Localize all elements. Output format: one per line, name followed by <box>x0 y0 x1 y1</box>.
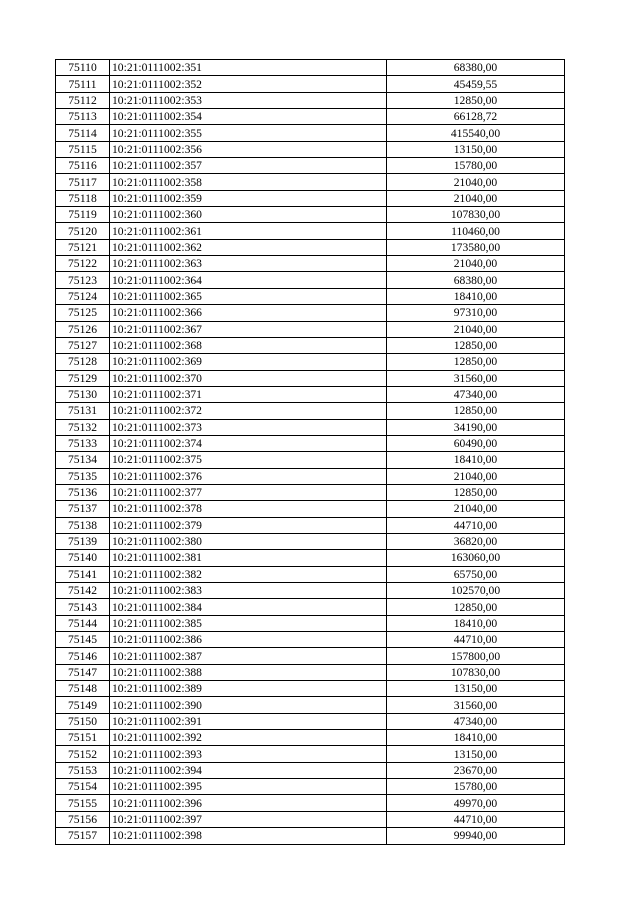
cadastral-number: 10:21:0111002:365 <box>110 288 387 304</box>
cadastral-number: 10:21:0111002:396 <box>110 795 387 811</box>
amount-value: 21040,00 <box>387 256 565 272</box>
row-number: 75152 <box>56 746 110 762</box>
cadastral-number: 10:21:0111002:397 <box>110 811 387 827</box>
table-row <box>56 305 565 321</box>
table-row <box>56 566 565 582</box>
amount-value: 36820,00 <box>387 533 565 549</box>
cadastral-number: 10:21:0111002:391 <box>110 713 387 729</box>
table-row <box>56 550 565 566</box>
amount-value: 21040,00 <box>387 501 565 517</box>
row-number: 75145 <box>56 632 110 648</box>
row-number: 75128 <box>56 354 110 370</box>
table-row <box>56 158 565 174</box>
row-number: 75119 <box>56 207 110 223</box>
row-number: 75131 <box>56 403 110 419</box>
cadastral-number: 10:21:0111002:381 <box>110 550 387 566</box>
cadastral-number: 10:21:0111002:388 <box>110 664 387 680</box>
table-row <box>56 664 565 680</box>
amount-value: 99940,00 <box>387 828 565 844</box>
table-row <box>56 435 565 451</box>
row-number: 75137 <box>56 501 110 517</box>
cadastral-number: 10:21:0111002:398 <box>110 828 387 844</box>
cadastral-number: 10:21:0111002:370 <box>110 370 387 386</box>
cadastral-number: 10:21:0111002:389 <box>110 681 387 697</box>
amount-value: 21040,00 <box>387 321 565 337</box>
amount-value: 65750,00 <box>387 566 565 582</box>
row-number: 75142 <box>56 583 110 599</box>
row-number: 75110 <box>56 60 110 76</box>
amount-value: 21040,00 <box>387 174 565 190</box>
amount-value: 13150,00 <box>387 141 565 157</box>
amount-value: 47340,00 <box>387 386 565 402</box>
amount-value: 12850,00 <box>387 403 565 419</box>
cadastral-number: 10:21:0111002:368 <box>110 337 387 353</box>
table-row <box>56 697 565 713</box>
row-number: 75123 <box>56 272 110 288</box>
table-row <box>56 681 565 697</box>
row-number: 75130 <box>56 386 110 402</box>
amount-value: 31560,00 <box>387 370 565 386</box>
row-number: 75154 <box>56 779 110 795</box>
row-number: 75157 <box>56 828 110 844</box>
amount-value: 18410,00 <box>387 452 565 468</box>
table-row <box>56 632 565 648</box>
cadastral-number: 10:21:0111002:359 <box>110 190 387 206</box>
cadastral-number: 10:21:0111002:364 <box>110 272 387 288</box>
amount-value: 66128,72 <box>387 109 565 125</box>
cadastral-number: 10:21:0111002:375 <box>110 452 387 468</box>
row-number: 75124 <box>56 288 110 304</box>
amount-value: 21040,00 <box>387 468 565 484</box>
cadastral-number: 10:21:0111002:369 <box>110 354 387 370</box>
amount-value: 12850,00 <box>387 337 565 353</box>
amount-value: 107830,00 <box>387 207 565 223</box>
cadastral-number: 10:21:0111002:351 <box>110 60 387 76</box>
cadastral-number: 10:21:0111002:379 <box>110 517 387 533</box>
row-number: 75156 <box>56 811 110 827</box>
cadastral-number: 10:21:0111002:356 <box>110 141 387 157</box>
amount-value: 18410,00 <box>387 730 565 746</box>
row-number: 75150 <box>56 713 110 729</box>
row-number: 75136 <box>56 484 110 500</box>
row-number: 75140 <box>56 550 110 566</box>
cadastral-number: 10:21:0111002:357 <box>110 158 387 174</box>
table-row <box>56 321 565 337</box>
row-number: 75117 <box>56 174 110 190</box>
row-number: 75129 <box>56 370 110 386</box>
table-row <box>56 272 565 288</box>
row-number: 75148 <box>56 681 110 697</box>
cadastral-number: 10:21:0111002:378 <box>110 501 387 517</box>
cadastral-number: 10:21:0111002:377 <box>110 484 387 500</box>
amount-value: 45459,55 <box>387 76 565 92</box>
amount-value: 102570,00 <box>387 583 565 599</box>
amount-value: 47340,00 <box>387 713 565 729</box>
amount-value: 13150,00 <box>387 746 565 762</box>
row-number: 75144 <box>56 615 110 631</box>
amount-value: 18410,00 <box>387 288 565 304</box>
amount-value: 31560,00 <box>387 697 565 713</box>
table-row <box>56 190 565 206</box>
row-number: 75113 <box>56 109 110 125</box>
row-number: 75126 <box>56 321 110 337</box>
table-row <box>56 468 565 484</box>
row-number: 75111 <box>56 76 110 92</box>
table-row <box>56 599 565 615</box>
table-row <box>56 141 565 157</box>
row-number: 75135 <box>56 468 110 484</box>
table-row <box>56 795 565 811</box>
amount-value: 60490,00 <box>387 435 565 451</box>
amount-value: 163060,00 <box>387 550 565 566</box>
cadastral-number: 10:21:0111002:393 <box>110 746 387 762</box>
table-row <box>56 239 565 255</box>
row-number: 75132 <box>56 419 110 435</box>
row-number: 75143 <box>56 599 110 615</box>
table-row <box>56 92 565 108</box>
cadastral-number: 10:21:0111002:385 <box>110 615 387 631</box>
amount-value: 12850,00 <box>387 599 565 615</box>
amount-value: 21040,00 <box>387 190 565 206</box>
row-number: 75151 <box>56 730 110 746</box>
amount-value: 44710,00 <box>387 632 565 648</box>
cadastral-number: 10:21:0111002:373 <box>110 419 387 435</box>
row-number: 75149 <box>56 697 110 713</box>
row-number: 75120 <box>56 223 110 239</box>
amount-value: 15780,00 <box>387 779 565 795</box>
row-number: 75118 <box>56 190 110 206</box>
amount-value: 415540,00 <box>387 125 565 141</box>
cadastral-number: 10:21:0111002:366 <box>110 305 387 321</box>
row-number: 75147 <box>56 664 110 680</box>
table-row <box>56 223 565 239</box>
table-row <box>56 76 565 92</box>
data-table <box>55 59 565 845</box>
cadastral-number: 10:21:0111002:355 <box>110 125 387 141</box>
row-number: 75121 <box>56 239 110 255</box>
row-number: 75155 <box>56 795 110 811</box>
table-row <box>56 452 565 468</box>
row-number: 75134 <box>56 452 110 468</box>
row-number: 75116 <box>56 158 110 174</box>
table-row <box>56 403 565 419</box>
table-row <box>56 730 565 746</box>
table-row <box>56 779 565 795</box>
table-row <box>56 386 565 402</box>
table-row <box>56 762 565 778</box>
amount-value: 12850,00 <box>387 354 565 370</box>
table-row <box>56 207 565 223</box>
table-row <box>56 419 565 435</box>
table-row <box>56 517 565 533</box>
table-row <box>56 533 565 549</box>
cadastral-number: 10:21:0111002:367 <box>110 321 387 337</box>
cadastral-number: 10:21:0111002:383 <box>110 583 387 599</box>
cadastral-number: 10:21:0111002:387 <box>110 648 387 664</box>
cadastral-number: 10:21:0111002:386 <box>110 632 387 648</box>
amount-value: 44710,00 <box>387 811 565 827</box>
table-row <box>56 484 565 500</box>
row-number: 75138 <box>56 517 110 533</box>
row-number: 75141 <box>56 566 110 582</box>
amount-value: 12850,00 <box>387 484 565 500</box>
cadastral-number: 10:21:0111002:352 <box>110 76 387 92</box>
data-table-body <box>56 60 565 845</box>
table-row <box>56 811 565 827</box>
cadastral-number: 10:21:0111002:384 <box>110 599 387 615</box>
cadastral-number: 10:21:0111002:382 <box>110 566 387 582</box>
amount-value: 12850,00 <box>387 92 565 108</box>
table-row <box>56 615 565 631</box>
table-row <box>56 713 565 729</box>
table-row <box>56 828 565 844</box>
cadastral-number: 10:21:0111002:372 <box>110 403 387 419</box>
cadastral-number: 10:21:0111002:358 <box>110 174 387 190</box>
amount-value: 97310,00 <box>387 305 565 321</box>
cadastral-number: 10:21:0111002:374 <box>110 435 387 451</box>
table-row <box>56 370 565 386</box>
row-number: 75139 <box>56 533 110 549</box>
row-number: 75112 <box>56 92 110 108</box>
cadastral-number: 10:21:0111002:360 <box>110 207 387 223</box>
cadastral-number: 10:21:0111002:353 <box>110 92 387 108</box>
cadastral-number: 10:21:0111002:380 <box>110 533 387 549</box>
cadastral-number: 10:21:0111002:390 <box>110 697 387 713</box>
cadastral-number: 10:21:0111002:376 <box>110 468 387 484</box>
row-number: 75125 <box>56 305 110 321</box>
amount-value: 18410,00 <box>387 615 565 631</box>
table-row <box>56 60 565 76</box>
amount-value: 107830,00 <box>387 664 565 680</box>
amount-value: 110460,00 <box>387 223 565 239</box>
amount-value: 13150,00 <box>387 681 565 697</box>
cadastral-number: 10:21:0111002:395 <box>110 779 387 795</box>
amount-value: 173580,00 <box>387 239 565 255</box>
table-row <box>56 501 565 517</box>
cadastral-number: 10:21:0111002:394 <box>110 762 387 778</box>
amount-value: 68380,00 <box>387 60 565 76</box>
table-row <box>56 288 565 304</box>
cadastral-number: 10:21:0111002:363 <box>110 256 387 272</box>
row-number: 75115 <box>56 141 110 157</box>
amount-value: 49970,00 <box>387 795 565 811</box>
cadastral-number: 10:21:0111002:354 <box>110 109 387 125</box>
cadastral-number: 10:21:0111002:361 <box>110 223 387 239</box>
amount-value: 34190,00 <box>387 419 565 435</box>
row-number: 75153 <box>56 762 110 778</box>
cadastral-number: 10:21:0111002:371 <box>110 386 387 402</box>
table-row <box>56 125 565 141</box>
row-number: 75127 <box>56 337 110 353</box>
amount-value: 157800,00 <box>387 648 565 664</box>
table-row <box>56 583 565 599</box>
amount-value: 44710,00 <box>387 517 565 533</box>
table-row <box>56 256 565 272</box>
table-row <box>56 174 565 190</box>
table-row <box>56 337 565 353</box>
row-number: 75114 <box>56 125 110 141</box>
cadastral-number: 10:21:0111002:392 <box>110 730 387 746</box>
table-row <box>56 648 565 664</box>
amount-value: 68380,00 <box>387 272 565 288</box>
amount-value: 23670,00 <box>387 762 565 778</box>
table-row <box>56 746 565 762</box>
row-number: 75122 <box>56 256 110 272</box>
table-row <box>56 109 565 125</box>
row-number: 75146 <box>56 648 110 664</box>
amount-value: 15780,00 <box>387 158 565 174</box>
cadastral-number: 10:21:0111002:362 <box>110 239 387 255</box>
table-row <box>56 354 565 370</box>
row-number: 75133 <box>56 435 110 451</box>
